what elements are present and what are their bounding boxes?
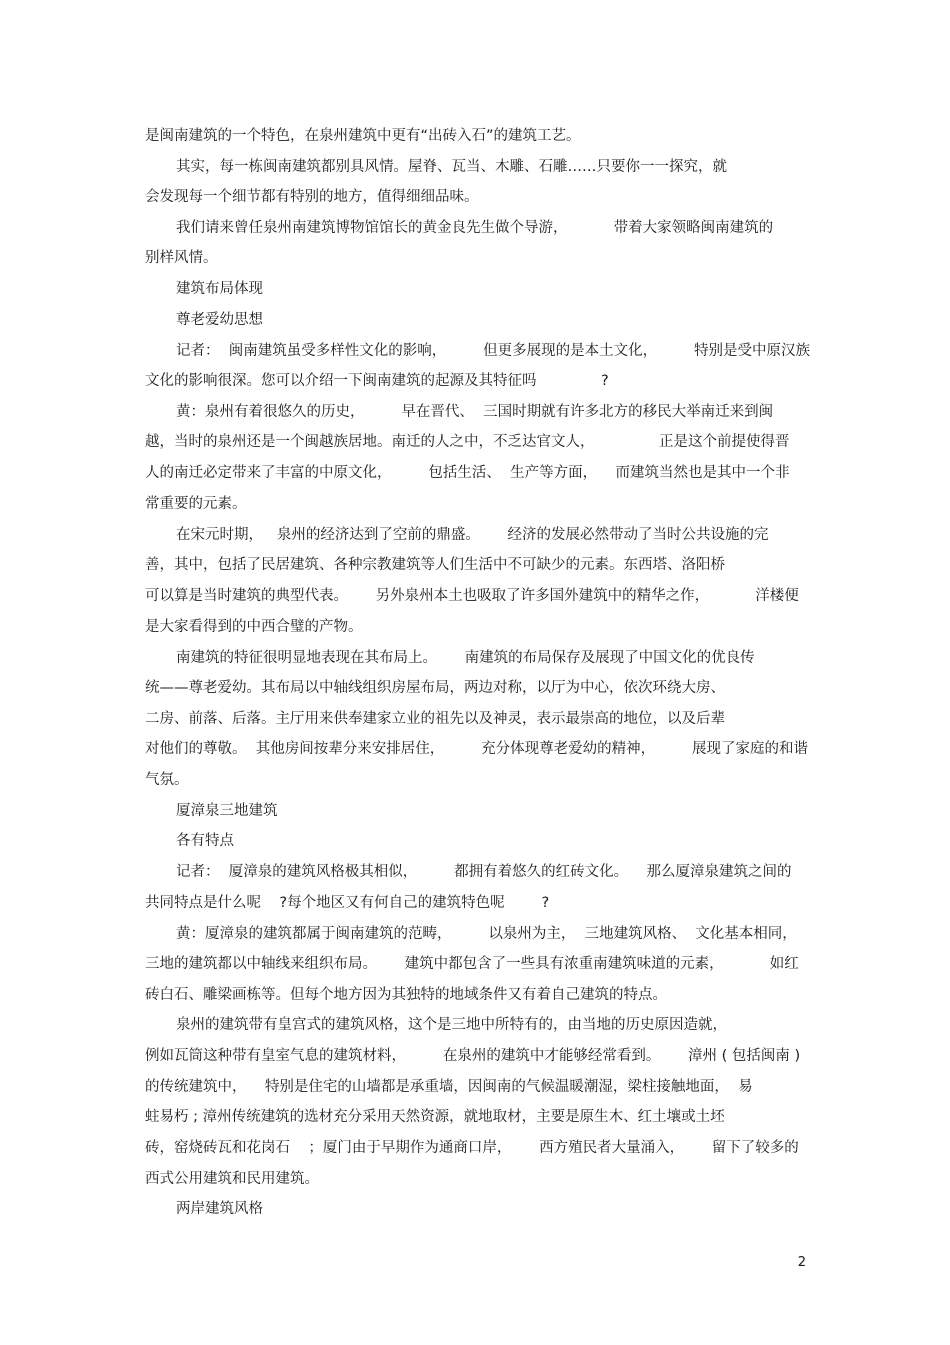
text-line: 的传统建筑中， 特别是住宅的山墙都是承重墙，因闽南的气候温暖潮湿，梁柱接触地面， 易 [145, 1079, 753, 1095]
text-line: 例如瓦筒这种带有皇室气息的建筑材料， 在泉州的建筑中才能够经常看到。 漳州 ( 包括闽南 ) [145, 1048, 801, 1064]
text-line: 文化的影响很深。您可以介绍一下闽南建筑的起源及其特征吗 ? [145, 373, 609, 389]
text-line: 记者： 闽南建筑虽受多样性文化的影响， 但更多展现的是本土文化， 特别是受中原汉族 [176, 343, 810, 359]
text-line: 对他们的尊敬。 其他房间按辈分来安排居住， 充分体现尊老爱幼的精神， 展现了家庭的和谐 [145, 741, 808, 757]
section-heading: 两岸建筑风格 [176, 1201, 263, 1217]
text-line: 统——尊老爱幼。其布局以中轴线组织房屋布局，两边对称，以厅为中心，依次环绕大房、 [145, 680, 725, 696]
text-line: 是闽南建筑的一个特色，在泉州建筑中更有“出砖入石”的建筑工艺。 [145, 128, 581, 144]
text-line: 可以算是当时建筑的典型代表。 另外泉州本土也吸取了许多国外建筑中的精华之作， 洋楼便 [145, 588, 799, 604]
text-line: 黄：厦漳泉的建筑都属于闽南建筑的范畴， 以泉州为主， 三地建筑风格、 文化基本相同， [176, 926, 797, 942]
text-line: 三地的建筑都以中轴线来组织布局。 建筑中都包含了一些具有浓重南建筑味道的元素， 如红 [145, 956, 799, 972]
text-line: 越，当时的泉州还是一个闽越族居地。南迁的人之中，不乏达官文人， 正是这个前提使得晋 [145, 434, 790, 450]
text-line: 共同特点是什么呢 ?每个地区又有何自己的建筑特色呢 ? [145, 895, 550, 911]
text-line: 是大家看得到的中西合璧的产物。 [145, 619, 363, 635]
text-line: 二房、前落、后落。主厅用来供奉建家立业的祖先以及神灵，表示最崇高的地位，以及后辈 [145, 711, 725, 727]
text-line: 善，其中，包括了民居建筑、各种宗教建筑等人们生活中不可缺少的元素。东西塔、洛阳桥 [145, 557, 725, 573]
text-line: 砖白石、雕梁画栋等。但每个地方因为其独特的地域条件又有着自己建筑的特点。 [145, 987, 667, 1003]
page-number: 2 [797, 1255, 806, 1270]
text-line: 砖，窑烧砖瓦和花岗石 ；厦门由于早期作为通商口岸， 西方殖民者大量涌入， 留下了较多的 [145, 1140, 799, 1156]
text-line: 别样风情。 [145, 250, 218, 266]
text-line: 气氛。 [145, 772, 189, 788]
section-heading: 建筑布局体现 [176, 281, 263, 297]
section-heading: 尊老爱幼思想 [176, 312, 263, 328]
text-line: 南建筑的特征很明显地表现在其布局上。 南建筑的布局保存及展现了中国文化的优良传 [176, 650, 755, 666]
text-line: 我们请来曾任泉州南建筑博物馆馆长的黄金良先生做个导游， 带着大家领略闽南建筑的 [176, 220, 774, 236]
text-line: 常重要的元素。 [145, 496, 247, 512]
text-line: 黄：泉州有着很悠久的历史， 早在晋代、 三国时期就有许多北方的移民大举南迁来到闽 [176, 404, 774, 420]
text-line: 会发现每一个细节都有特别的地方，值得细细品味。 [145, 189, 479, 205]
text-line: 泉州的建筑带有皇宫式的建筑风格，这个是三地中所特有的，由当地的历史原因造就， [176, 1017, 727, 1033]
section-heading: 各有特点 [176, 833, 234, 849]
text-line: 蛀易朽 ; 漳州传统建筑的选材充分采用天然资源，就地取材，主要是原生木、红土壤或土坯 [145, 1109, 725, 1125]
text-line: 其实，每一栋闽南建筑都别具风情。屋脊、瓦当、木雕、石雕……只要你一一探究，就 [176, 159, 727, 175]
text-line: 记者： 厦漳泉的建筑风格极其相似， 都拥有着悠久的红砖文化。 那么厦漳泉建筑之间的 [176, 864, 792, 880]
section-heading: 厦漳泉三地建筑 [176, 803, 278, 819]
text-line: 西式公用建筑和民用建筑。 [145, 1171, 319, 1187]
text-line: 在宋元时期， 泉州的经济达到了空前的鼎盛。 经济的发展必然带动了当时公共设施的完 [176, 527, 769, 543]
text-line: 人的南迁必定带来了丰富的中原文化， 包括生活、 生产等方面， 而建筑当然也是其中一个非 [145, 465, 790, 481]
